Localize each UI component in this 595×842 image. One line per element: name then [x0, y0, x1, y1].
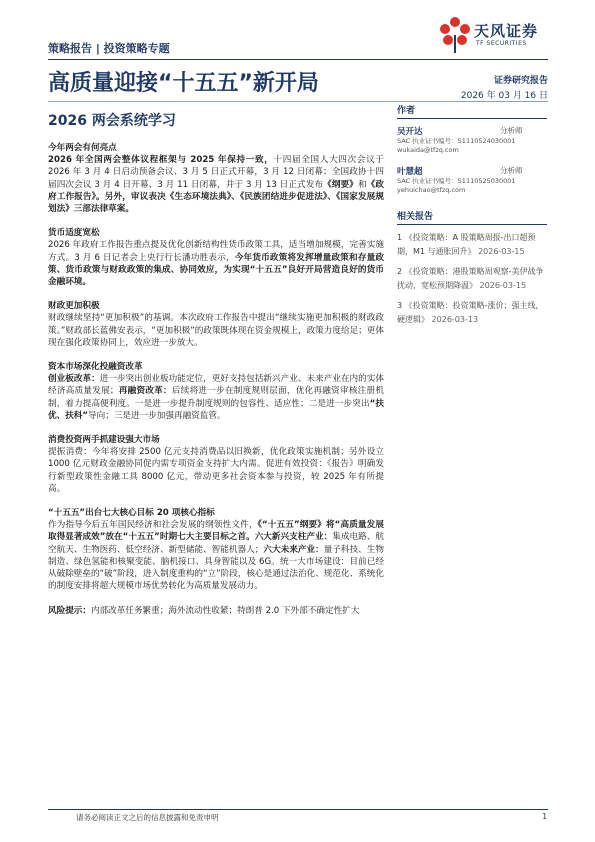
body-section: [48, 361, 384, 422]
body-section: [48, 507, 384, 592]
analyst-email[interactable]: yehuichao@tfzq.com: [397, 186, 466, 194]
section-paragraph: [48, 312, 384, 349]
page-subtitle: 2026 两会系统学习: [48, 113, 176, 129]
text-run: 《“十五五”纲要》将“高质量发展取得显著成效”放在“十五五”时期七大主要目标之首。六大新兴支柱产业：: [48, 520, 384, 543]
analyst-email[interactable]: wukaida@tfzq.com: [397, 146, 459, 154]
body-section: [48, 605, 384, 617]
text-run: 财政继续坚持“更加积极”的基调。本次政府工作报告中提出“继续实施更加积极的财政政策。”财政部长蓝佛安表示，“更加积极”的政策既体现在资金规模上，政策力度给足；更体现在强化政策协同上，效应进一步放大。: [48, 313, 384, 348]
section-paragraph: [48, 519, 384, 592]
section-paragraph: [48, 373, 384, 422]
header-divider: [48, 59, 548, 60]
related-report-title[interactable]: 2 《投资策略：港股策略周观察-美伊战争扰动，宽松预期降温》: [397, 267, 544, 290]
report-date: 2026 年 03 月 16 日: [460, 91, 548, 101]
text-run: “扶优、扶科”: [48, 398, 384, 421]
body-section: [48, 142, 384, 215]
analyst-role: 分析师: [500, 166, 523, 175]
text-run: 2026 年政府工作报告重点提及优化创新结构性货币政策工具，适当增加规模，完善实施方式。3 月 6 日记者会上央行行长潘功胜表示，: [48, 240, 384, 263]
section-paragraph: [48, 446, 384, 495]
analyst-name: 叶慧超: [397, 167, 423, 177]
section-heading: 货币适度宽松: [48, 228, 100, 239]
related-report-item[interactable]: [397, 299, 547, 327]
text-run: 和: [357, 179, 367, 190]
report-category: 策略报告 | 投资策略专题: [48, 42, 170, 55]
related-report-date: 2026-03-13: [431, 315, 479, 324]
text-run: 提振消费：今年将安排 2500 亿元支持消费品以旧换新，优化政策实施机制；另外设立 1000 亿元财政金融协同促内需专项资金支持扩大内需。促进有效投资：《报告》明确发行新型政策性金融工具 8000 亿元，带动更多社会资本参与投资，较 2025 年有所提高。: [48, 447, 384, 494]
text-run: 风险提示：: [48, 605, 91, 616]
logo-subtext: TF SECURITIES: [476, 40, 527, 47]
analyst-card: [397, 165, 547, 205]
section-paragraph: [48, 154, 384, 215]
footer-divider: [48, 809, 548, 810]
related-report-date: 2026-03-15: [478, 247, 525, 256]
body-section: [48, 227, 384, 288]
related-report-title[interactable]: 1 《投资策略：A 股策略周报-出口超预期，M1 与通胀回升》: [397, 233, 536, 256]
logo-text: 天风证券: [474, 22, 539, 40]
text-run: 六大未来产业：: [263, 544, 324, 555]
body-section: [48, 300, 384, 349]
text-run: 作为指导今后五年国民经济和社会发展的纲领性文件，: [48, 520, 258, 531]
related-reports-heading: 相关报告: [397, 209, 547, 225]
section-paragraph: [48, 605, 384, 617]
analyst-card: [397, 125, 547, 165]
report-type: 证券研究报告: [493, 76, 548, 86]
text-run: 再融资改革：: [118, 386, 172, 397]
analyst-license: SAC 执业证书编号：S1110525030001: [397, 177, 516, 185]
title-divider: [48, 101, 548, 102]
section-heading: 消费投资两手抓建设强大市场: [48, 435, 160, 446]
analyst-name: 吴开达: [397, 127, 423, 137]
page-title: 高质量迎接“十五五”新开局: [48, 71, 319, 96]
section-heading: 财政更加积极: [48, 301, 100, 312]
text-run: 2026 年全国两会整体议程框架与 2025 年保持一致，: [48, 155, 274, 166]
footer-disclaimer: 请务必阅读正文之后的信息披露和免责申明: [76, 813, 219, 822]
section-heading: 资本市场深化投融资改革: [48, 362, 143, 373]
related-report-item[interactable]: [397, 265, 547, 293]
text-run: 《纲要》: [323, 179, 358, 190]
text-run: 进一步突出创业板功能定位，更好支持包括新兴产业、未来产业在内的实体经济高质量发展；: [48, 374, 384, 397]
related-report-item[interactable]: [397, 231, 547, 259]
sidebar: [397, 103, 547, 333]
text-run: 导向；三是进一步加强再融资监管。: [88, 410, 226, 421]
text-run: 今年货币政策将发挥增量政策和存量政策、货币政策与财政政策的集成、协同效应，为实现“十五五”良好开局营造良好的货币金融环境。: [48, 252, 384, 288]
text-run: 创业板改革：: [48, 374, 100, 385]
page-number: 1: [542, 812, 547, 821]
text-run: 集成电路、航空航天、生物医药、低空经济、新型储能、智能机器人；: [48, 532, 384, 555]
text-run: 后续将进一步在制度规则层面，优化再融资审核注册机制，着力提高便利度。一是进一步提升制度规则的包容性、适应性；二是进一步突出: [48, 386, 384, 409]
text-run: 十四届全国人大四次会议于 2026 年 3 月 4 日启动预备会议、3 月 5 日正式开幕，3 月 12 日闭幕；全国政协十四届四次会议 3 月 4 日开幕、3 月 11 日闭幕，并于 3 月 13 日正式发布: [48, 155, 384, 190]
related-report-title[interactable]: 3 《投资策略：投资策略-涨价；强主线，硬逻辑》: [397, 301, 544, 324]
analyst-license: SAC 执业证书编号：S1110524030001: [397, 137, 516, 145]
text-run: 量子科技、生物制造、绿色氢能和核聚变能、脑机接口、具身智能以及 6G。统一大市场建设：目前已经从破除壁垒的“破”阶段，进入制度重构的“立”阶段，核心是通过法治化、规范化、系统化的制度安排将超大规模市场优势转化为高质量发展动力。: [48, 544, 384, 592]
section-paragraph: [48, 239, 384, 288]
section-heading: “十五五”出台七大核心目标 20 项核心指标: [48, 508, 215, 519]
text-run: 内部改革任务繁重；海外流动性收紧；特朗普 2.0 下外部不确定性扩大: [90, 605, 360, 616]
section-heading: 今年两会有何亮点: [48, 143, 117, 153]
analyst-role: 分析师: [500, 126, 523, 135]
main-body: [48, 142, 384, 629]
related-report-date: 2026-03-15: [479, 281, 527, 290]
text-run: 《政府工作报告》。另外，审议表决《生态环境法典》、《民族团结进步促进法》、《国家发展规划法》三部法律草案。: [48, 179, 384, 215]
body-section: [48, 434, 384, 495]
logo-mark-icon: [438, 15, 472, 55]
authors-heading: 作者: [397, 103, 547, 119]
